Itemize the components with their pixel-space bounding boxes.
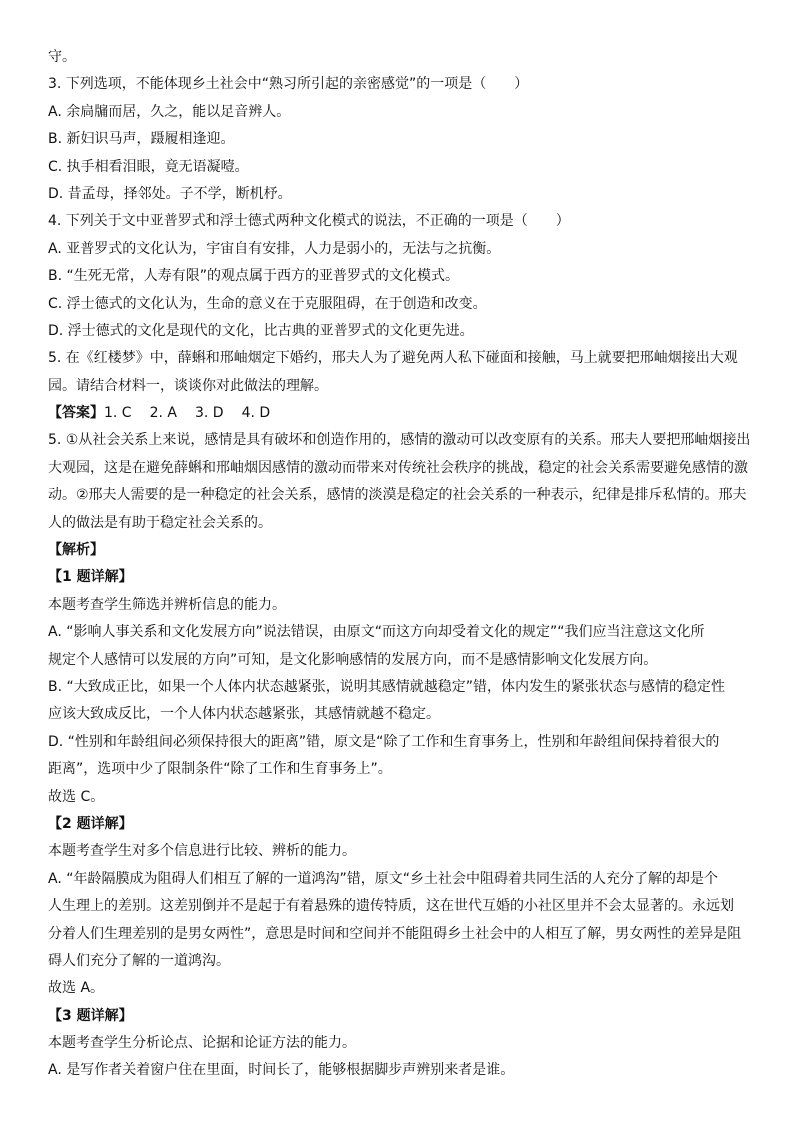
question-5: 5. 在《红楼梦》中，薛蝌和邢岫烟定下婚约，邢夫人为了避免两人私下碰面和接触，马上就要把邢岫烟接出大观 — [48, 350, 738, 367]
answer-5-cont: 动。②邢夫人需要的是一种稳定的社会关系，感情的淡漠是稳定的社会关系的一种表示，纪律是排斥私情的。邢夫 — [48, 487, 747, 504]
text-line: D. “性别和年龄组间必须保持很大的距离”错，原文是“除了工作和生育事务上，性别和年龄组间保持着很大的 — [48, 733, 720, 750]
answer-5-cont: 大观园，这是在避免薛蝌和邢岫烟因感情的激动而带来对传统社会秩序的挑战，稳定的社会关系需要避免感情的激 — [48, 459, 748, 476]
text-line: 本题考查学生分析论点、论据和论证方法的能力。 — [48, 1035, 356, 1052]
question-5-cont: 园。请结合材料一，谈谈你对此做法的理解。 — [48, 377, 328, 394]
question-4: 4. 下列关于文中亚普罗式和浮士德式两种文化模式的说法，不正确的一项是（ ） — [48, 213, 570, 230]
answer-item: 2. A — [149, 405, 177, 422]
answer-5-cont: 人的做法是有助于稳定社会关系的。 — [48, 514, 272, 531]
answer-5: 5. ①从社会关系上来说，感情是具有破坏和创造作用的，感情的激动可以改变原有的关系。邢夫人要把邢岫烟接出 — [48, 432, 751, 449]
text-line: 人生理上的差别。这差别倒并不是起于有着悬殊的遗传特质，这在世代互婚的小社区里并不会太显著的。永远划 — [48, 898, 734, 915]
text-line: 分着人们生理差别的是男女两性”，意思是时间和空间并不能阻碍乡土社会中的人相互了解，男女两性的差异是阻 — [48, 925, 742, 942]
conclusion: 故选 A。 — [48, 980, 105, 997]
text-line: 本题考查学生对多个信息进行比较、辨析的能力。 — [48, 843, 356, 860]
section-heading-1: 【1 题详解】 — [48, 569, 133, 586]
section-heading-3: 【3 题详解】 — [48, 1007, 133, 1024]
text-line: 规定个人感情可以发展的方向”可知，是文化影响感情的发展方向，而不是感情影响文化发展方向。 — [48, 651, 658, 668]
text-line: B. “大致成正比，如果一个人体内状态越紧张，说明其感情就越稳定”错，体内发生的紧张状态与感情的稳定性 — [48, 678, 726, 695]
section-heading-2: 【2 题详解】 — [48, 815, 133, 832]
text-line: 应该大致成反比，一个人体内状态越紧张，其感情就越不稳定。 — [48, 706, 440, 723]
option-c: C. 执手相看泪眼，竟无语凝噎。 — [48, 158, 249, 175]
analysis-heading: 【解析】 — [48, 542, 104, 559]
option-a: A. 余扃牖而居，久之，能以足音辨人。 — [48, 103, 291, 120]
option-d: D. 浮士德式的文化是现代的文化，比古典的亚普罗式的文化更先进。 — [48, 322, 474, 339]
document-page — [48, 44, 751, 1085]
answer-label: 【答案】 — [48, 405, 104, 422]
answer-item: 1. C — [104, 405, 132, 422]
answer-item: 4. D — [241, 405, 271, 422]
option-b: B. “生死无常，人寿有限”的观点属于西方的亚普罗式的文化模式。 — [48, 268, 460, 285]
text-line: A. “年龄隔膜成为阻碍人们相互了解的一道鸿沟”错，原文“乡土社会中阻碍着共同生活的人充分了解的却是个 — [48, 870, 718, 887]
option-d: D. 昔孟母，择邻处。子不学，断机杼。 — [48, 185, 292, 202]
answer-line — [48, 400, 748, 427]
text-line: A. 是写作者关着窗户住在里面，时间长了，能够根据脚步声辨别来者是谁。 — [48, 1062, 515, 1079]
option-a: A. 亚普罗式的文化认为，宇宙自有安排，人力是弱小的，无法与之抗衡。 — [48, 240, 501, 257]
option-c: C. 浮士德式的文化认为，生命的意义在于克服阻碍，在于创造和改变。 — [48, 295, 487, 312]
text-line: 守。 — [48, 49, 76, 65]
option-b: B. 新妇识马声，蹑履相逢迎。 — [48, 131, 235, 148]
text-line: 本题考查学生筛选并辨析信息的能力。 — [48, 596, 286, 613]
text-line: A. “影响人事关系和文化发展方向”说法错误，由原文“而这方向却受着文化的规定”“我们应当注意这文化所 — [48, 624, 705, 641]
question-3: 3. 下列选项，不能体现乡土社会中“熟习所引起的亲密感觉”的一项是（ ） — [48, 76, 529, 93]
text-line: 距离”，选项中少了限制条件“除了工作和生育事务上”。 — [48, 761, 392, 778]
answer-item: 3. D — [194, 405, 224, 422]
conclusion: 故选 C。 — [48, 788, 105, 805]
text-line: 碍人们充分了解的一道鸿沟。 — [48, 952, 230, 969]
